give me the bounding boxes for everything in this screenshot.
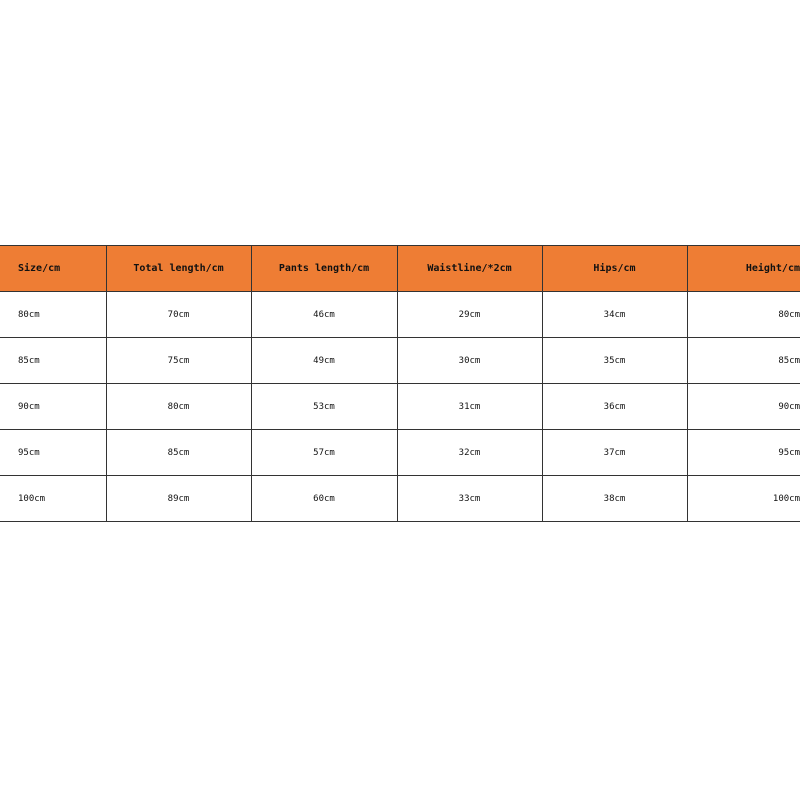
cell-waistline: 31cm [397,384,542,430]
cell-total-length: 89cm [106,476,251,522]
cell-size: 80cm [0,292,106,338]
table-row [0,292,800,338]
cell-waistline: 32cm [397,430,542,476]
cell-hips: 36cm [542,384,687,430]
header-height: Height/cm [687,246,800,292]
header-pants-length: Pants length/cm [251,246,397,292]
cell-total-length: 85cm [106,430,251,476]
cell-height: 85cm [687,338,800,384]
cell-height: 100cm [687,476,800,522]
table-row [0,384,800,430]
cell-size: 95cm [0,430,106,476]
cell-hips: 38cm [542,476,687,522]
table-row [0,476,800,522]
header-waistline: Waistline/*2cm [397,246,542,292]
cell-pants-length: 60cm [251,476,397,522]
cell-pants-length: 49cm [251,338,397,384]
cell-hips: 34cm [542,292,687,338]
cell-height: 95cm [687,430,800,476]
cell-hips: 37cm [542,430,687,476]
cell-hips: 35cm [542,338,687,384]
cell-size: 100cm [0,476,106,522]
cell-waistline: 30cm [397,338,542,384]
cell-size: 85cm [0,338,106,384]
cell-size: 90cm [0,384,106,430]
table-row [0,430,800,476]
header-size: Size/cm [0,246,106,292]
table-row [0,338,800,384]
cell-waistline: 33cm [397,476,542,522]
cell-pants-length: 46cm [251,292,397,338]
cell-pants-length: 53cm [251,384,397,430]
cell-pants-length: 57cm [251,430,397,476]
cell-total-length: 75cm [106,338,251,384]
size-chart-table [0,245,800,522]
cell-total-length: 70cm [106,292,251,338]
header-hips: Hips/cm [542,246,687,292]
cell-height: 90cm [687,384,800,430]
cell-height: 80cm [687,292,800,338]
header-total-length: Total length/cm [106,246,251,292]
table-header-row [0,246,800,292]
cell-waistline: 29cm [397,292,542,338]
cell-total-length: 80cm [106,384,251,430]
